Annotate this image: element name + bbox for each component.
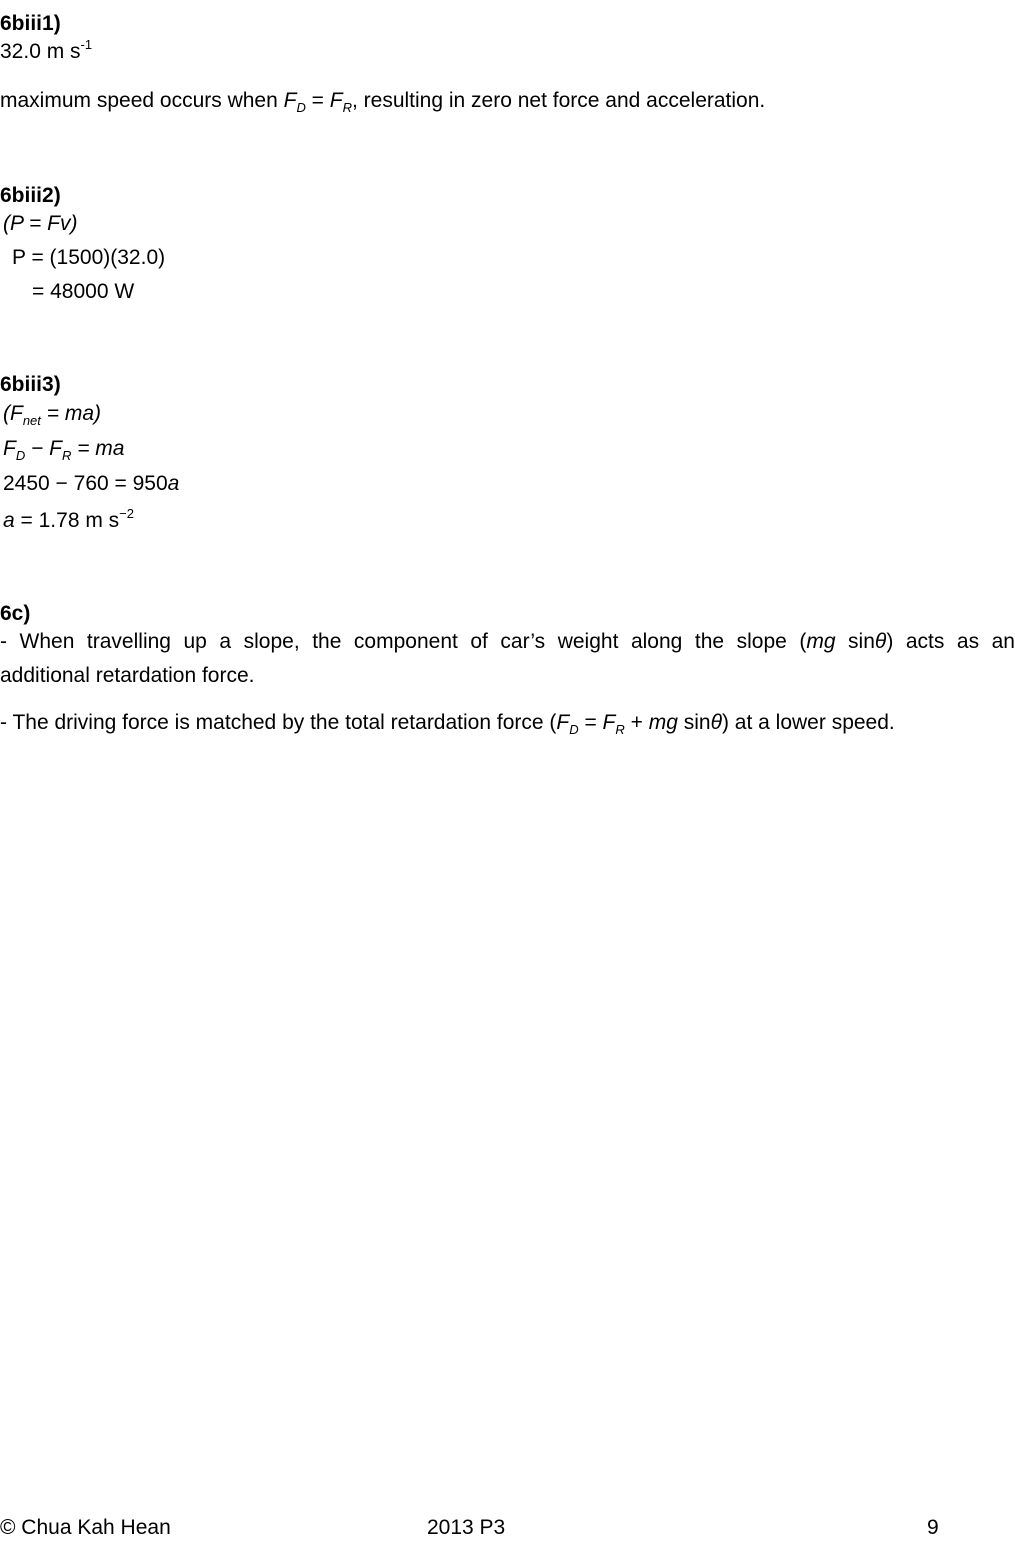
symbol-mg: mg xyxy=(806,630,836,653)
newton-second-law xyxy=(3,402,101,426)
subscript-D: D xyxy=(15,448,26,463)
variable-a: a xyxy=(3,509,15,532)
sin: sin xyxy=(835,630,875,653)
equals-ma: = ma xyxy=(71,437,125,460)
fnet-open: (F xyxy=(3,402,23,425)
slope-text-b: ) acts as an xyxy=(886,630,1015,653)
driving-force-explanation xyxy=(0,711,895,735)
driving-text-b: ) at a lower speed. xyxy=(721,711,895,734)
equals-sign: = xyxy=(578,711,603,734)
fnet-rest: = ma) xyxy=(40,402,102,425)
subscript-R: R xyxy=(615,722,625,737)
variable-a: a xyxy=(167,472,180,495)
driving-text-a: - The driving force is matched by the total retardation force ( xyxy=(0,711,557,734)
numeric-substitution xyxy=(3,472,179,496)
subscript-D: D xyxy=(569,722,579,737)
symbol-F: F xyxy=(3,437,16,460)
answer-speed xyxy=(0,37,93,64)
symbol-theta: θ xyxy=(874,630,887,653)
explanation-text-start: maximum speed occurs when xyxy=(0,89,284,112)
power-substitution: P = (1500)(32.0) xyxy=(12,246,166,269)
sin: sin xyxy=(677,711,711,734)
acceleration-result xyxy=(3,506,134,533)
slope-explanation-line2: additional retardation force. xyxy=(0,664,255,687)
footer-page-number: 9 xyxy=(927,1516,939,1539)
speed-exponent: -1 xyxy=(80,37,93,52)
heading-6biii1: 6biii1) xyxy=(0,12,61,35)
plus-sign: + xyxy=(624,711,649,734)
power-formula: (P = Fv) xyxy=(3,212,78,235)
heading-6biii3: 6biii3) xyxy=(0,373,61,396)
speed-value: 32.0 m s xyxy=(0,40,81,63)
symbol-F: F xyxy=(329,89,343,112)
subscript-net: net xyxy=(22,413,41,428)
force-balance-equation xyxy=(3,437,124,461)
numbers: 2450 − 760 = 950 xyxy=(3,472,168,495)
footer-paper: 2013 P3 xyxy=(427,1516,506,1539)
heading-6biii2: 6biii2) xyxy=(0,184,61,207)
symbol-theta: θ xyxy=(710,711,722,734)
max-speed-explanation xyxy=(0,89,765,113)
subscript-R: R xyxy=(61,448,72,463)
equals-sign: = xyxy=(305,89,330,112)
minus-F: − F xyxy=(25,437,62,460)
acceleration-exponent: −2 xyxy=(119,506,134,521)
slope-explanation-line1 xyxy=(0,630,1015,654)
subscript-R: R xyxy=(342,100,352,115)
symbol-F: F xyxy=(556,711,570,734)
slope-text-a: - When travelling up a slope, the component of car’s weight along the slope ( xyxy=(0,630,807,653)
power-result: = 48000 W xyxy=(32,280,135,303)
subscript-D: D xyxy=(296,100,306,115)
symbol-F: F xyxy=(283,89,297,112)
heading-6c: 6c) xyxy=(0,602,31,625)
acceleration-value: = 1.78 m s xyxy=(14,509,120,532)
symbol-F: F xyxy=(602,711,616,734)
footer-copyright: © Chua Kah Hean xyxy=(0,1516,171,1539)
symbol-mg: mg xyxy=(648,711,678,734)
explanation-text-end: , resulting in zero net force and acceleration. xyxy=(352,89,766,112)
